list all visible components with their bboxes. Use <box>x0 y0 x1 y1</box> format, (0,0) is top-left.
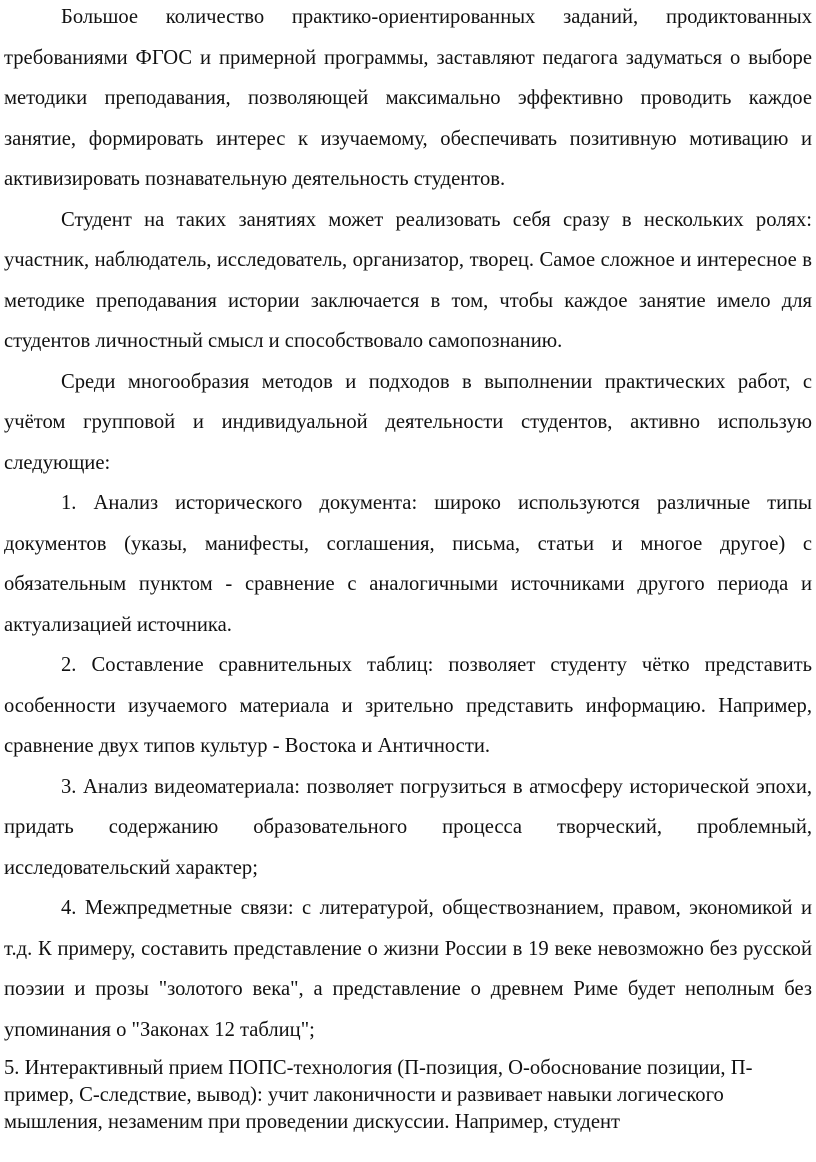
paragraph-student-roles: Студент на таких занятиях может реализовать себя сразу в нескольких ролях: участник, наблюдатель, исследователь, организатор, творец. Самое сложное и интересное в методике преподавания истории заключается в том, чтобы каждое занятие имело для студентов личностный смысл и способствовало самопознанию. <box>4 208 812 352</box>
paragraph-method-4: 4. Межпредметные связи: с литературой, обществознанием, правом, экономикой и т.д. К примеру, составить представление о жизни России в 19 веке невозможно без русской поэзии и прозы "золотого века", а представление о древнем Риме будет неполным без упоминания о "Законах 12 таблиц"; <box>4 897 812 1041</box>
paragraph-method-2: 2. Составление сравнительных таблиц: позволяет студенту чётко представить особенности изучаемого материала и зрительно представить информацию. Например, сравнение двух типов культур - Востока и Античности. <box>4 654 812 757</box>
paragraph-method-5: 5. Интерактивный прием ПОПС-технология (П-позиция, О-обоснование позиции, П-пример, С-следствие, вывод): учит лаконичности и развивает навыки логического мышления, незаменим при проведении дискуссии. Например, студент <box>4 1057 753 1133</box>
paragraph-method-3: 3. Анализ видеоматериала: позволяет погрузиться в атмосферу исторической эпохи, придать содержанию образовательного процесса творческий, проблемный, исследовательский характер; <box>4 775 812 879</box>
paragraph-method-1: 1. Анализ исторического документа: широко используются различные типы документов (указы, манифесты, соглашения, письма, статьи и многое другое) с обязательным пунктом - сравнение с аналогичными источниками другого периода и актуализацией источника. <box>4 492 812 636</box>
paragraph-methods-intro: Среди многообразия методов и подходов в выполнении практических работ, с учётом групповой и индивидуальной деятельности студентов, активно использую следующие: <box>4 370 812 474</box>
paragraph-intro: Большое количество практико-ориентированных заданий, продиктованных требованиями ФГОС и примерной программы, заставляют педагога задуматься о выборе методики преподавания, позволяющей максимально эффективно проводить каждое занятие, формировать интерес к изучаемому, обеспечивать позитивную мотивацию и активизировать познавательную деятельность студентов. <box>4 6 812 190</box>
